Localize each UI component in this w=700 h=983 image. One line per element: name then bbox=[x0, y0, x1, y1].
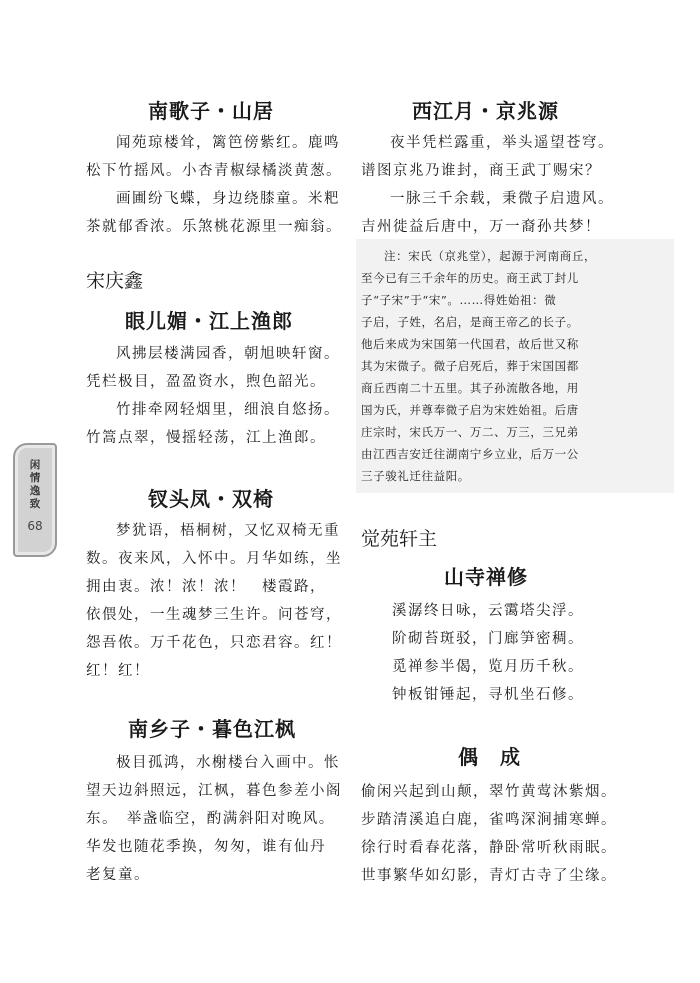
poem-line: 闻苑琼楼耸，篱笆傍紫红。鹿鸣 bbox=[116, 135, 340, 151]
annotation-line: 他后来成为宋国第一代国君，故后世又称 bbox=[361, 337, 579, 351]
poem-line: 画圃纷飞蝶，身边绕膝童。米粑 bbox=[116, 191, 340, 207]
poem-line: 谱图京兆乃谁封，商王武丁赐宋？ bbox=[361, 163, 601, 179]
poem-line: 风拂层楼满园香，朝旭映轩窗。 bbox=[116, 346, 340, 362]
poem-line: 华发也随花季换，匆匆，谁有仙丹 bbox=[86, 839, 326, 855]
poem-line: 阶砌苔斑驳，门廊笋密稠。 bbox=[392, 631, 584, 647]
page-number: 68 bbox=[27, 519, 43, 533]
author-name: 觉苑轩主 bbox=[361, 528, 438, 550]
poem-title-oucheng: 偶 成 bbox=[458, 745, 521, 769]
poem-title-shansi: 山寺禅修 bbox=[444, 565, 528, 589]
poem-line: 梦犹语，梧桐树，又忆双椅无重 bbox=[116, 523, 340, 539]
poem-line: 望天边斜照远，江枫，暮色参差小阁 bbox=[86, 783, 342, 799]
poem-line: 觅禅参半偈，览月历千秋。 bbox=[392, 659, 584, 675]
annotation-line: 子启，子姓，名启，是商王帝乙的长子。 bbox=[361, 315, 579, 329]
poem-line: 极目孤鸿，水榭楼台入画中。怅 bbox=[116, 755, 340, 771]
annotation-line: 由江西吉安迁往湖南宁乡立业，后万一公 bbox=[361, 447, 579, 461]
poem-line: 老复童。 bbox=[86, 867, 150, 883]
annotation-line: 商丘西南二十五里。其子孙流散各地，用 bbox=[361, 381, 579, 395]
section-label bbox=[15, 459, 55, 511]
annotation-line: 注：宋氏（京兆堂），起源于河南商丘， bbox=[384, 249, 597, 263]
poem-line: 偷闲兴起到山颠，翠竹黄莺沐紫烟。 bbox=[361, 784, 617, 800]
section-label-char: 闲 情 逸 致 bbox=[29, 459, 41, 510]
poem-line: 竹排牵网轻烟里，细浪自悠扬。 bbox=[116, 402, 340, 418]
poem-line: 竹篙点翠，慢摇轻荡，江上渔郎。 bbox=[86, 430, 326, 446]
annotation-line: 国为氏，并尊奉微子启为宋姓始祖。后唐 bbox=[361, 403, 579, 417]
poem-title-nanxiangzi: 南乡子・暮色江枫 bbox=[128, 717, 296, 741]
poem-line: 茶就郁香浓。乐煞桃花源里一痴翁。 bbox=[86, 219, 342, 235]
poem-title-nangezi: 南歌子・山居 bbox=[148, 99, 274, 123]
poem-line: 钟板钳锤起，寻机坐石修。 bbox=[392, 687, 584, 703]
section-side-tab bbox=[13, 443, 57, 557]
annotation-line: 其为宋微子。微子启死后，葬于宋国国都 bbox=[361, 359, 579, 373]
poem-line: 松下竹摇风。小杏青椒绿橘淡黄葱。 bbox=[86, 163, 342, 179]
poem-title-chaitoufeng: 钗头凤・双椅 bbox=[148, 487, 274, 511]
poem-line: 怨吾侬。万千花色，只恋君容。红！ bbox=[86, 635, 342, 651]
annotation-line: 至今已有三千余年的历史。商王武丁封儿 bbox=[361, 271, 579, 285]
poem-line: 拥由衷。浓！浓！浓！ 楼霞路， bbox=[86, 579, 326, 595]
poem-line: 凭栏极目，盈盈资水，煦色韶光。 bbox=[86, 374, 326, 390]
poem-line: 溪潺终日咏，云霭塔尖浮。 bbox=[392, 603, 584, 619]
annotation-line: 三子骏礼迁往益阳。 bbox=[361, 469, 470, 483]
poem-line: 徐行时看春花落，静卧常听秋雨眠。 bbox=[361, 840, 617, 856]
poem-line: 夜半凭栏露重，举头遥望苍穹。 bbox=[390, 135, 614, 151]
poem-line: 东。 举盏临空，酌满斜阳对晚风。 bbox=[86, 811, 335, 827]
annotation-line: 庄宗时，宋氏万一、万二、万三，三兄弟 bbox=[361, 425, 579, 439]
poem-line: 依偎处，一生魂梦三生许。问苍穹， bbox=[86, 607, 342, 623]
poem-line: 步踏清溪追白鹿，雀鸣深涧捕寒蝉。 bbox=[361, 812, 617, 828]
poem-line: 数。夜来风，入怀中。月华如练，坐 bbox=[86, 551, 342, 567]
author-name: 宋庆鑫 bbox=[86, 270, 144, 292]
poem-title-xijiangyue: 西江月・京兆源 bbox=[412, 99, 559, 123]
poem-title-yanermei: 眼儿媚・江上渔郎 bbox=[125, 309, 293, 333]
poem-line: 一脉三千余载，秉微子启遗风。 bbox=[390, 191, 614, 207]
poem-line: 吉州徙益后唐中，万一裔孙共梦！ bbox=[361, 219, 601, 235]
poem-line: 世事繁华如幻影，青灯古寺了尘缘。 bbox=[361, 868, 617, 884]
annotation-line: 子“子宋”于“宋”。……得姓始祖：微 bbox=[361, 293, 557, 307]
poem-line: 红！红！ bbox=[86, 663, 150, 679]
